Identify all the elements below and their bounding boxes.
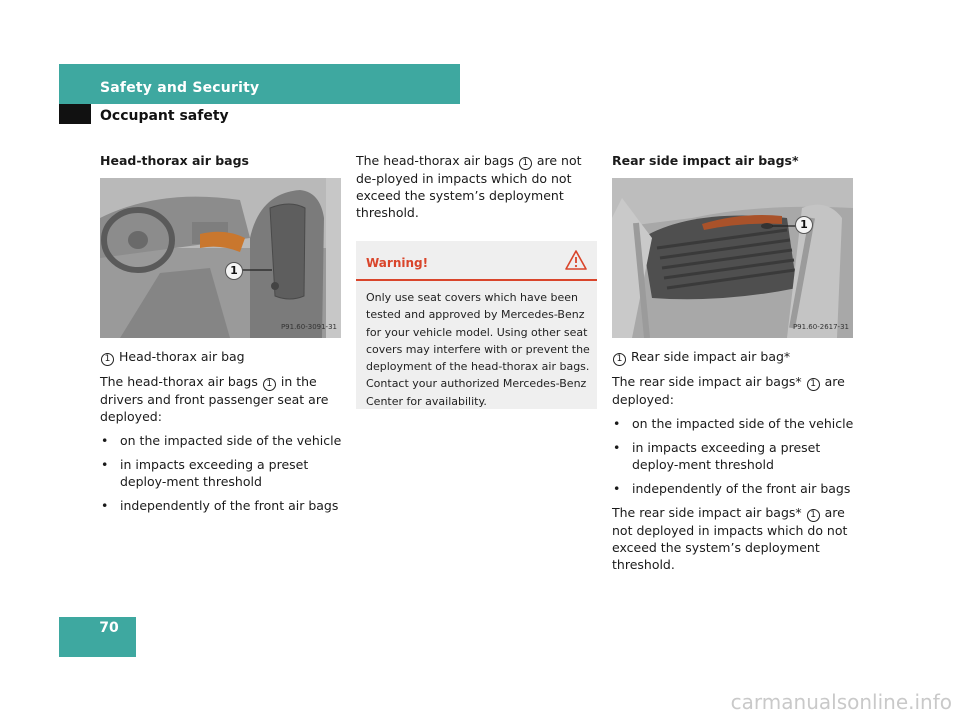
closing-text-b: are not deployed in impacts which do not exceed the system’s deployment threshold. xyxy=(612,505,848,572)
callout-number-icon: 1 xyxy=(807,509,820,522)
list-item-text: in impacts exceeding a preset deploy-ment threshold xyxy=(120,457,309,489)
photo-code: P91.60-2617-31 xyxy=(792,323,849,331)
para-text-a: The head-thorax air bags xyxy=(356,153,514,168)
list-item-text: on the impacted side of the vehicle xyxy=(632,416,854,431)
intro-text-a: The rear side impact air bags* xyxy=(612,374,802,389)
car-interior-front-illustration xyxy=(100,178,341,338)
list-item-text: independently of the front air bags xyxy=(632,481,851,496)
bullet-icon: • xyxy=(101,498,109,513)
photo-caption xyxy=(100,348,342,366)
closing-text-a: The rear side impact air bags* xyxy=(612,505,802,520)
bullet-icon: • xyxy=(613,440,621,455)
bullet-icon: • xyxy=(101,457,109,472)
car-interior-rear-illustration xyxy=(612,178,853,338)
callout-number-icon: 1 xyxy=(807,378,820,391)
page-number-box xyxy=(59,617,136,657)
deployment-intro xyxy=(100,373,342,425)
intro-text-b: in the drivers and front passenger seat are deployed: xyxy=(100,374,329,424)
head-thorax-heading: Head-thorax air bags xyxy=(100,153,249,168)
warning-triangle-icon xyxy=(565,250,587,270)
column-non-deployment xyxy=(356,152,598,409)
non-deployment-paragraph xyxy=(356,152,598,221)
intro-text-a: The head-thorax air bags xyxy=(100,374,258,389)
warning-title: Warning! xyxy=(366,256,429,270)
list-item xyxy=(100,456,342,490)
header-tab-marker xyxy=(59,104,91,124)
intro-text-b: are deployed: xyxy=(612,374,845,407)
caption-text: Rear side impact air bag* xyxy=(630,349,791,364)
bullet-icon: • xyxy=(613,416,621,431)
callout-number-icon: 1 xyxy=(101,353,114,366)
callout-number-icon: 1 xyxy=(613,353,626,366)
list-item-text: in impacts exceeding a preset deploy-ment threshold xyxy=(632,440,821,472)
deployment-intro xyxy=(612,373,854,408)
list-item-text: on the impacted side of the vehicle xyxy=(120,433,342,448)
warning-box xyxy=(356,241,597,409)
non-deployment-paragraph xyxy=(612,504,854,573)
head-thorax-photo xyxy=(100,178,341,338)
bullet-icon: • xyxy=(613,481,621,496)
watermark: carmanualsonline.info xyxy=(730,690,952,714)
photo-callout-1: 1 xyxy=(225,262,243,280)
callout-number-icon: 1 xyxy=(263,378,276,391)
list-item xyxy=(612,480,854,497)
photo-callout-1: 1 xyxy=(795,216,813,234)
caption-text: Head-thorax air bag xyxy=(118,349,245,364)
list-item xyxy=(612,439,854,473)
subsection-title: Occupant safety xyxy=(100,108,229,124)
list-item-text: independently of the front air bags xyxy=(120,498,339,513)
column-rear-side xyxy=(612,152,854,580)
column-head-thorax xyxy=(100,152,342,521)
photo-caption xyxy=(612,348,854,366)
callout-number-icon: 1 xyxy=(519,157,532,170)
list-item xyxy=(612,415,854,432)
list-item xyxy=(100,497,342,514)
rear-side-photo xyxy=(612,178,853,338)
list-item xyxy=(100,432,342,449)
para-text-b: are not de-ployed in impacts which do not exceed the system’s deployment threshold. xyxy=(356,153,582,220)
photo-code: P91.60-3091-31 xyxy=(280,323,337,331)
page-number: 70 xyxy=(99,620,119,636)
section-title: Safety and Security xyxy=(100,80,260,96)
bullet-icon: • xyxy=(101,433,109,448)
rear-side-heading: Rear side impact air bags* xyxy=(612,153,799,168)
warning-text: Only use seat covers which have been tested and approved by Mercedes-Benz for your vehicle model. Using other seat covers may interfere with or prevent the deployment of the head-thorax air bags. Contact your authorized Mercedes-Benz Center for availability. xyxy=(366,291,590,408)
